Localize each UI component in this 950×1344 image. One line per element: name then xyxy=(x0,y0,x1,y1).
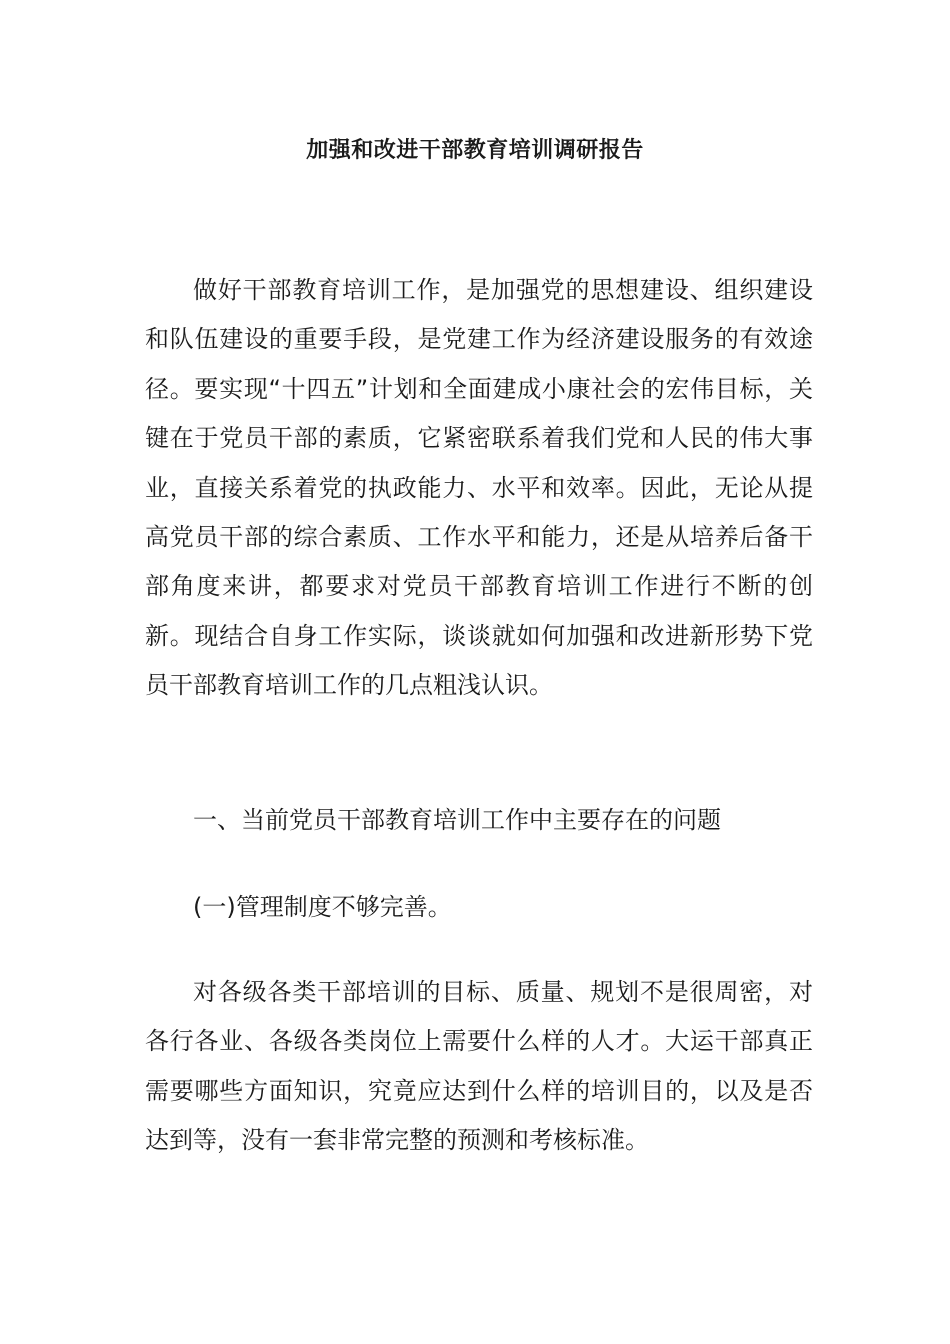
subsection-heading: (一)管理制度不够完善。 xyxy=(193,893,452,921)
document-title: 加强和改进干部教育培训调研报告 xyxy=(306,138,644,163)
section-heading: 一、当前党员干部教育培训工作中主要存在的问题 xyxy=(193,806,721,834)
intro-paragraph: 做好干部教育培训工作，是加强党的思想建设、组织建设和队伍建设的重要手段，是党建工作为经济建设服务的有效途径。要实现“十四五”计划和全面建成小康社会的宏伟目标，关键在于党员干部的素质，它紧密联系着我们党和人民的伟大事业，直接关系着党的执政能力、水平和效率。因此，无论从提高党员干部的综合素质、工作水平和能力，还是从培养后备干部角度来讲，都要求对党员干部教育培训工作进行不断的创新。现结合自身工作实际，谈谈就如何加强和改进新形势下党员干部教育培训工作的几点粗浅认识。 xyxy=(145,276,813,700)
problem-paragraph: 对各级各类干部培训的目标、质量、规划不是很周密，对各行各业、各级各类岗位上需要什么样的人才。大运干部真正需要哪些方面知识，究竟应达到什么样的培训目的，以及是否达到等，没有一套非常完整的预测和考核标准。 xyxy=(145,978,813,1155)
